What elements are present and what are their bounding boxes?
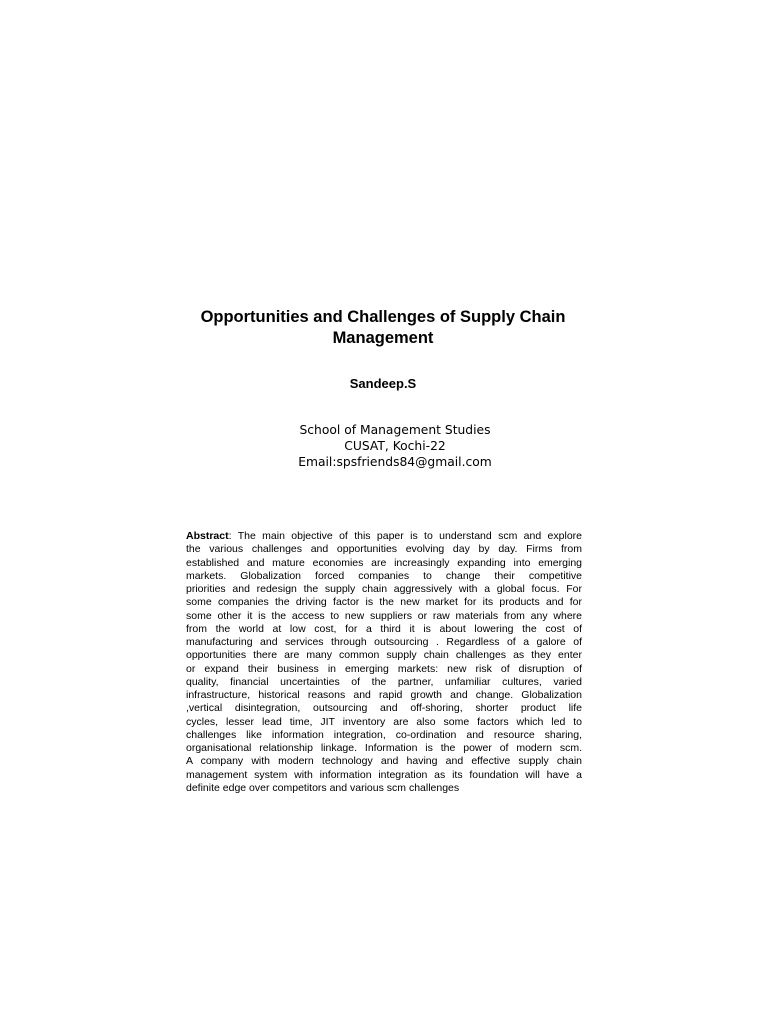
abstract-line: opportunities there are many common supply chain challenges as they enter [186, 649, 582, 662]
affiliation-school: School of Management Studies [299, 423, 491, 437]
abstract-line: organisational relationship linkage. Information is the power of modern scm. [186, 742, 582, 754]
abstract-line: the various challenges and opportunities evolving day by day. Firms from [186, 543, 582, 556]
abstract-line: established and mature economies are increasingly expanding into emerging [186, 556, 582, 569]
abstract-line: markets. Globalization forced companies to change their competitive [186, 569, 582, 582]
abstract [186, 530, 582, 795]
abstract-line: some companies the driving factor is the new market for its products and for [186, 596, 582, 609]
affiliation-email: Email:spsfriends84@gmail.com [298, 454, 492, 469]
abstract-line: quality, financial uncertainties of the partner, unfamiliar cultures, varied [186, 675, 582, 688]
affiliation-location: CUSAT, Kochi-22 [344, 438, 446, 453]
abstract-label: Abstract [186, 530, 229, 542]
abstract-line: cycles, lesser lead time, JIT inventory are also some factors which led to [186, 715, 582, 728]
author-affiliation [150, 423, 640, 470]
author-name: Sandeep.S [349, 376, 417, 391]
abstract-line: definite edge over competitors and various scm challenges [186, 781, 460, 794]
abstract-line: A company with modern technology and having and effective supply chain [186, 755, 582, 768]
abstract-line: infrastructure, historical reasons and rapid growth and change. Globalization [186, 689, 582, 701]
abstract-line: management system with information integration as its foundation will have a [186, 768, 582, 781]
paper-title-text: Opportunities and Challenges of Supply Chain Management [200, 308, 566, 347]
abstract-line: from the world at low cost, for a third it is about lowering the cost of [186, 622, 582, 635]
abstract-line [186, 530, 582, 543]
abstract-line: priorities and redesign the supply chain aggressively with a global focus. For [186, 583, 582, 595]
abstract-line: ,vertical disintegration, outsourcing and off-shoring, shorter product life [186, 702, 582, 715]
abstract-line: manufacturing and services through outsourcing . Regardless of a galore of [186, 636, 582, 648]
paper-title [150, 307, 616, 348]
abstract-line-text: : The main objective of this paper is to understand scm and explore [228, 530, 582, 542]
abstract-line: challenges like information integration, co-ordination and resource sharing, [186, 728, 582, 741]
abstract-line: some other it is the access to new suppliers or raw materials from any where [186, 609, 582, 622]
abstract-line: or expand their business in emerging markets: new risk of disruption of [186, 662, 582, 675]
